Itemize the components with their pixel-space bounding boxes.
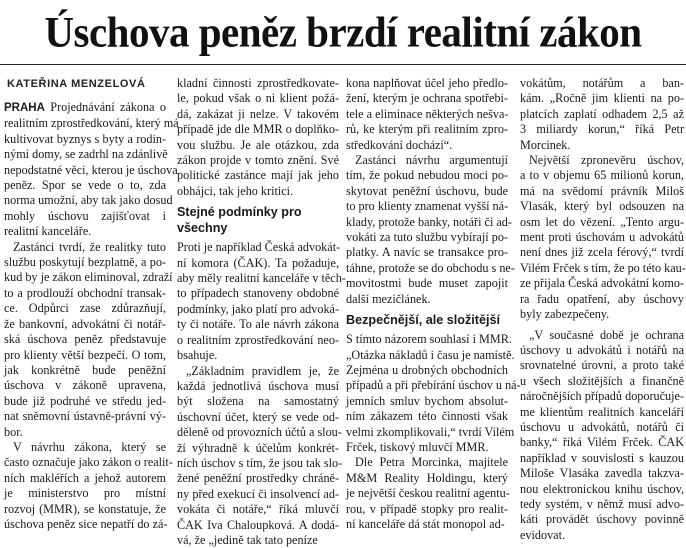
- text-line: službu poskytují bezplatně, a po-: [4, 255, 166, 270]
- text-line: ním zákazem této činnosti však: [346, 409, 508, 424]
- text-line: politické zastánce mají jak jeho: [177, 168, 339, 183]
- text-line: to a prodlouží obchodní transak-: [4, 285, 166, 300]
- text-line: platcích zaplatí odhadem 2,5 až: [520, 106, 684, 121]
- text-line: kud by je zákon eliminoval, zdraží: [4, 270, 173, 285]
- text-line: Morcinek.: [520, 137, 571, 152]
- column-3: [346, 76, 521, 531]
- text-line: ží výhradně k účelům konkrét-: [177, 440, 339, 455]
- text-line: středkování dochází“.: [346, 137, 453, 152]
- text-line: Proti je například Česká advokát-: [177, 240, 341, 255]
- text-line: to případech stanoveny obdobné: [177, 286, 339, 301]
- text-line: vokáti za tuto službu vybírají po-: [346, 230, 508, 245]
- text-line: nými domy, se zadrhl na zdánlivě: [4, 147, 168, 162]
- text-line: aby měly realitní kanceláře v těch-: [177, 271, 346, 286]
- text-line: tím, že pokud nebudou moci po-: [346, 168, 508, 183]
- text-line: Zastánci návrhu argumentují: [355, 153, 508, 168]
- text-line: Zastánci tvrdí, že realitky tuto: [13, 239, 166, 254]
- text-line: me klientům realitních kanceláří: [520, 404, 684, 419]
- text-line: [4, 100, 166, 116]
- text-line: žení, kterým je ochrana spotřebi-: [346, 91, 508, 106]
- text-line: případů a při přebírání úschov u ná-: [346, 378, 521, 393]
- text-line: movitostmi bude muset zapojit: [346, 276, 508, 291]
- text-line: nou elektronickou knihu úschov,: [520, 481, 684, 496]
- text-line: o realitním zprostředkování neo-: [177, 332, 339, 347]
- text-line: rů, ke kterým při realitním zpro-: [346, 122, 508, 137]
- headline: Úschova peněz brzdí realitní zákon: [44, 7, 642, 57]
- text-line-content: Projednávání zákona o: [44, 100, 166, 114]
- headline-rule: [0, 64, 686, 65]
- subheading-same-conditions: Stejné podmínky pro všechny: [177, 205, 302, 236]
- text-line: že bankovní, advokátní či notář-: [4, 316, 166, 331]
- text-line: mohly úschovu zajišťovat i: [4, 208, 166, 223]
- text-line: ze přijala Česká advokátní komo-: [520, 276, 684, 291]
- column-1: [4, 76, 179, 531]
- text-line: tele a eliminace některých nešva-: [346, 106, 509, 121]
- text-line: Zejména u drobných obchodních: [346, 362, 508, 377]
- text-line: zákon projde v tomto znění. Své: [177, 153, 339, 168]
- text-line: banky,“ říká Vilém Frček. ČAK: [520, 435, 684, 450]
- text-line: je ministerstvo pro místní: [4, 486, 166, 501]
- text-line: vou službu. Je ale otázkou, zda: [177, 137, 339, 152]
- text-line: le, pokud však o ni klient požá-: [177, 91, 339, 106]
- text-line: klady, protože banky, notáři či ad-: [346, 214, 512, 229]
- text-line: úschovy u advokátů i notářů na: [520, 342, 684, 357]
- text-line: kona naplňovat účel jeho předlo-: [346, 76, 508, 90]
- column-3-text-b: [346, 332, 521, 532]
- text-line: kladní činnosti zprostředkovate-: [177, 76, 339, 90]
- text-line: platky. A navíc se transakce pro-: [346, 245, 508, 260]
- text-line: a to v objemu 65 milionů korun,: [520, 168, 684, 183]
- text-line: není dnes již zcela férový,“ tvrdí: [520, 245, 684, 260]
- text-line: byly zabezpečeny.: [520, 307, 610, 322]
- column-3-text-a: [346, 76, 515, 307]
- text-line: podmínky, jako platí pro advoká-: [177, 301, 340, 316]
- text-line: ská úschova peněz představuje: [4, 332, 166, 347]
- text-line: úschovní účet, který se vede od-: [177, 409, 339, 424]
- text-line: úschova v zákoně upravena,: [4, 378, 166, 393]
- text-line: rozvoj (MMR), se konstatuje, že: [4, 501, 166, 516]
- text-line: S tímto názorem souhlasí i MMR.: [346, 332, 512, 347]
- text-line: norma umožní, aby tak jako dosud: [4, 193, 173, 208]
- text-line: má na svědomí právník Miloš: [520, 183, 684, 198]
- text-line: být složena na samostatný: [177, 394, 339, 409]
- text-line: realitní kanceláře.: [4, 224, 92, 239]
- text-line: peněz. Spor se vede o to, zda: [4, 178, 166, 193]
- text-line: srovnatelné úrovni, a proto také: [520, 358, 684, 373]
- text-line: ČAK Iva Chaloupková. A dodá-: [177, 517, 339, 532]
- text-line: každá jednotlivá úschova musí: [177, 378, 339, 393]
- text-line: u všech složitějších a finančně: [520, 373, 684, 388]
- text-line: další mezičlánek.: [346, 291, 431, 306]
- text-line: M&M Reality Holdingu, který: [346, 470, 508, 485]
- text-line: skytovat peněžní úschovu, bude: [346, 183, 508, 198]
- text-line: „Otázka nákladů i času je namístě.: [346, 347, 515, 362]
- text-line: osm let do vězení. „Tento argu-: [520, 214, 684, 229]
- text-line: Vilém Frček s tím, že po této kau-: [520, 260, 686, 275]
- text-line: tedy systém, v němž musí advo-: [520, 496, 684, 511]
- text-line: ny před exekucí či insolvencí ad-: [177, 486, 339, 501]
- text-line: bude již podruhé ve středu jed-: [4, 393, 166, 408]
- text-line: Frček, tiskový mluvčí MMR.: [346, 439, 489, 454]
- text-line: ní komora (ČAK). Ta požaduje,: [177, 255, 339, 270]
- text-line: 3 miliardy korun,“ říká Petr: [520, 122, 684, 137]
- author-byline: KATEŘINA MENZELOVÁ: [7, 78, 146, 90]
- text-line: dá, zakázat ji nelze. V takovém: [177, 106, 339, 121]
- text-line: kám. „Ročně jim klienti na po-: [520, 91, 684, 106]
- text-line: vokáta či notáře,“ říká mluvčí: [177, 502, 339, 517]
- text-line: Dle Petra Morcinka, majitele: [355, 455, 508, 470]
- text-line: ment proti úschovám u advokátů: [520, 230, 684, 245]
- text-line: náročnějších případů doporučuje-: [520, 389, 684, 404]
- column-4-text-a: [520, 76, 684, 323]
- text-line: případě jde dle MMR o doplňko-: [177, 122, 339, 137]
- text-line: úschova peněz sice nepatří do zá-: [4, 516, 168, 531]
- text-line: děleně od provozních účtů a slou-: [177, 425, 342, 440]
- column-2-text-b: [177, 240, 346, 548]
- text-line: V návrhu zákona, který se: [13, 439, 166, 454]
- text-line: bsahuje.: [177, 348, 218, 363]
- text-line: žené peněžní prostředky chráně-: [177, 471, 339, 486]
- column-2-text-a: [177, 76, 339, 199]
- text-line: bor.: [4, 424, 23, 439]
- text-line: rou, v případě stopky pro realit-: [346, 501, 508, 516]
- text-line: velmi zkomplikovali,“ tvrdí Vilém: [346, 424, 515, 439]
- text-line: ních úschov s tím, že jsou tak slo-: [177, 455, 343, 470]
- text-line: Miloše Vlasáka zavedla takzva-: [520, 466, 684, 481]
- column-4: [520, 76, 686, 542]
- text-line: kultivovat byznys s byty a rodin-: [4, 131, 166, 146]
- text-line: je největší českou realitní agentu-: [346, 486, 510, 501]
- text-line: to pro klienty znamenat vyšší ná-: [346, 199, 509, 214]
- text-line: evidovat.: [520, 527, 566, 542]
- text-line: pro klienty větší bezpečí. O tom,: [4, 347, 166, 362]
- text-line: „Základním pravidlem je, že: [186, 363, 339, 378]
- text-line: realitním zprostředkování, který má: [4, 116, 179, 131]
- text-line: ce. Odpůrci zase zdůrazňují,: [4, 301, 166, 316]
- text-line: táhne, protože se do obchodu s ne-: [346, 260, 515, 275]
- subheading-safer-but-complex: Bezpečnější, ale složitější: [346, 313, 500, 328]
- text-line: obhájci, tak jeho kritici.: [177, 183, 294, 198]
- text-line: úschovu u advokátů, notářů či: [520, 419, 684, 434]
- text-line: ních makléřích a jehož autorem: [4, 470, 166, 485]
- text-line: jemních smluv bychom absolut-: [346, 393, 508, 408]
- text-line: vá, že „jedině tak tato peníze: [177, 532, 318, 547]
- column-2: [177, 76, 346, 547]
- text-line: nat sněmovní ústavně-právní vý-: [4, 409, 166, 424]
- dateline: PRAHA: [4, 102, 45, 114]
- text-line: „V současné době je ochrana: [529, 327, 684, 342]
- text-line: ra řadu opatření, aby úschovy: [520, 291, 684, 306]
- text-line: nepodstatné věci, kterou je úschova: [4, 162, 178, 177]
- text-line: často označuje jako zákon o realit-: [4, 455, 173, 470]
- article-body: [4, 76, 686, 547]
- text-line: ty či notáře. To ale návrh zákona: [177, 317, 339, 332]
- column-1-text: [4, 100, 179, 532]
- text-line: vokátům, notářům a ban-: [520, 76, 684, 90]
- text-line: například v souvislosti s kauzou: [520, 450, 684, 465]
- text-line: káti provádět úschovy povinně: [520, 512, 684, 527]
- text-line: Vlasák, který byl odsouzen na: [520, 199, 684, 214]
- text-line: ní kanceláře dá stát monopol ad-: [346, 516, 505, 531]
- column-4-text-b: [520, 328, 684, 544]
- text-line: Největší zpronevěru úschov,: [529, 153, 684, 168]
- text-line: jak konkrétně bude peněžní: [4, 362, 166, 377]
